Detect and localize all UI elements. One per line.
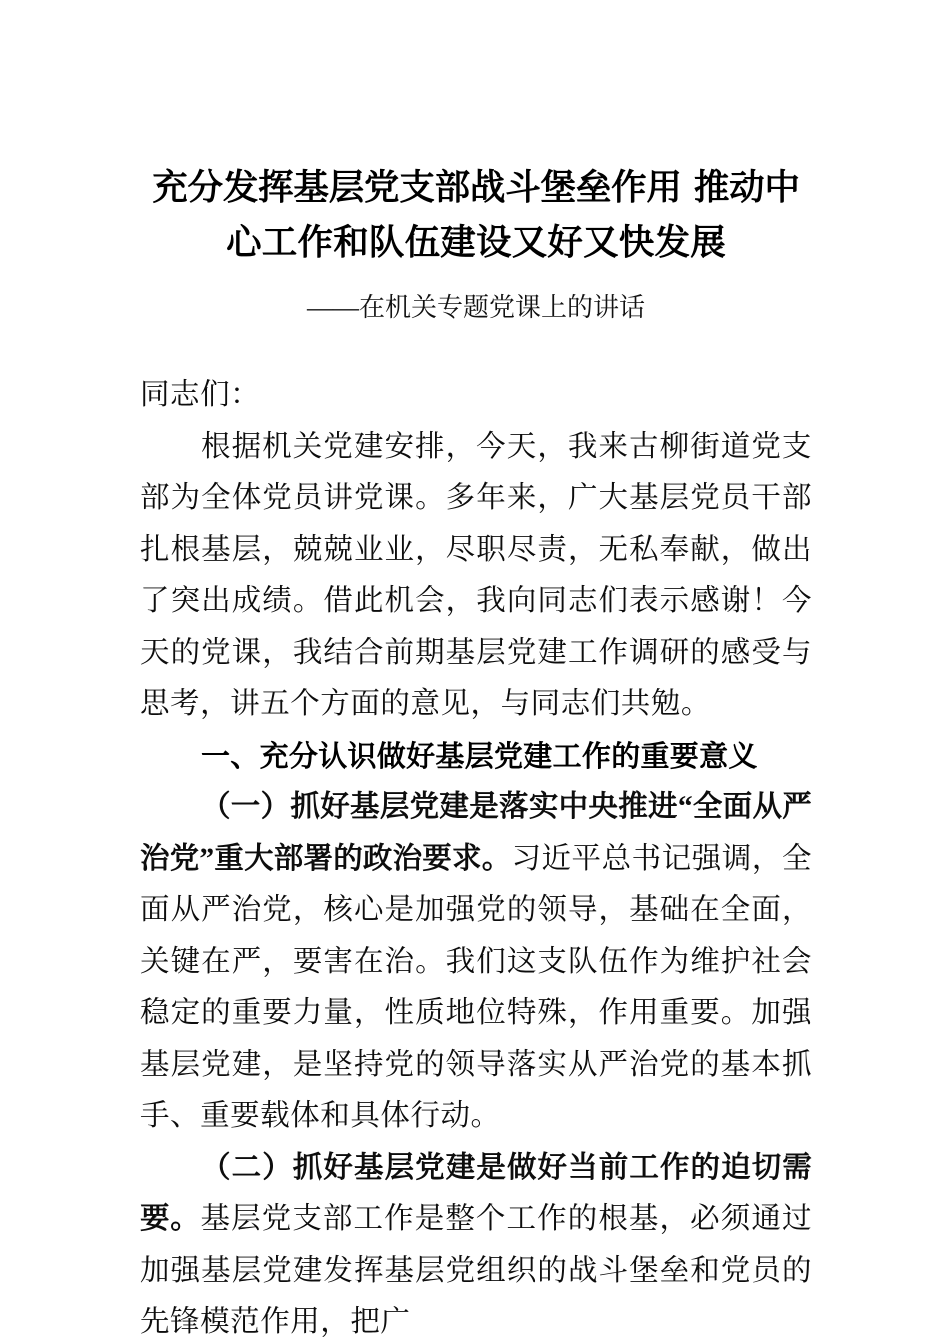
section-heading-1: 一、充分认识做好基层党建工作的重要意义	[201, 738, 758, 773]
section-two-body: 基层党支部工作是整个工作的根基，必须通过加强基层党建发挥基层党组织的战斗堡垒和党员的先锋模范作用，把广	[140, 1203, 812, 1338]
page-title	[140, 0, 812, 270]
section-one-lead: （一）抓好基层党建是落实中央推进“全面从严治党”重大部署的政治要求。	[140, 791, 812, 875]
document-body	[140, 328, 812, 1344]
page-title-line-2: 心工作和队伍建设又好又快发展	[226, 222, 726, 263]
document-content-column	[140, 0, 812, 1344]
section-one-body: 习近平总书记强调，全面从严治党，核心是加强党的领导，基础在全面，关键在严，要害在治。我们这支队伍作为维护社会稳定的重要力量，性质地位特殊，作用重要。加强基层党建，是坚持党的领导落实从严治党的基本抓手、重要载体和具体行动。	[140, 842, 812, 1132]
page-title-line-1: 充分发挥基层党支部战斗堡垒作用 推动中	[152, 167, 800, 208]
page-subtitle: ——在机关专题党课上的讲话	[306, 293, 645, 322]
salutation: 同志们：	[140, 379, 261, 411]
paragraph-opening: 根据机关党建安排，今天，我来古柳街道党支部为全体党员讲党课。多年来，广大基层党员干部扎根基层，兢兢业业，尽职尽责，无私奉献，做出了突出成绩。借此机会，我向同志们表示感谢！今天的党课，我结合前期基层党建工作调研的感受与思考，讲五个方面的意见，与同志们共勉。	[140, 430, 812, 720]
paragraph-section-one	[140, 782, 812, 1143]
paragraph-section-two	[140, 1143, 812, 1344]
section-two-lead: （二）抓好基层党建是做好当前工作的迫切需要。	[140, 1151, 812, 1235]
